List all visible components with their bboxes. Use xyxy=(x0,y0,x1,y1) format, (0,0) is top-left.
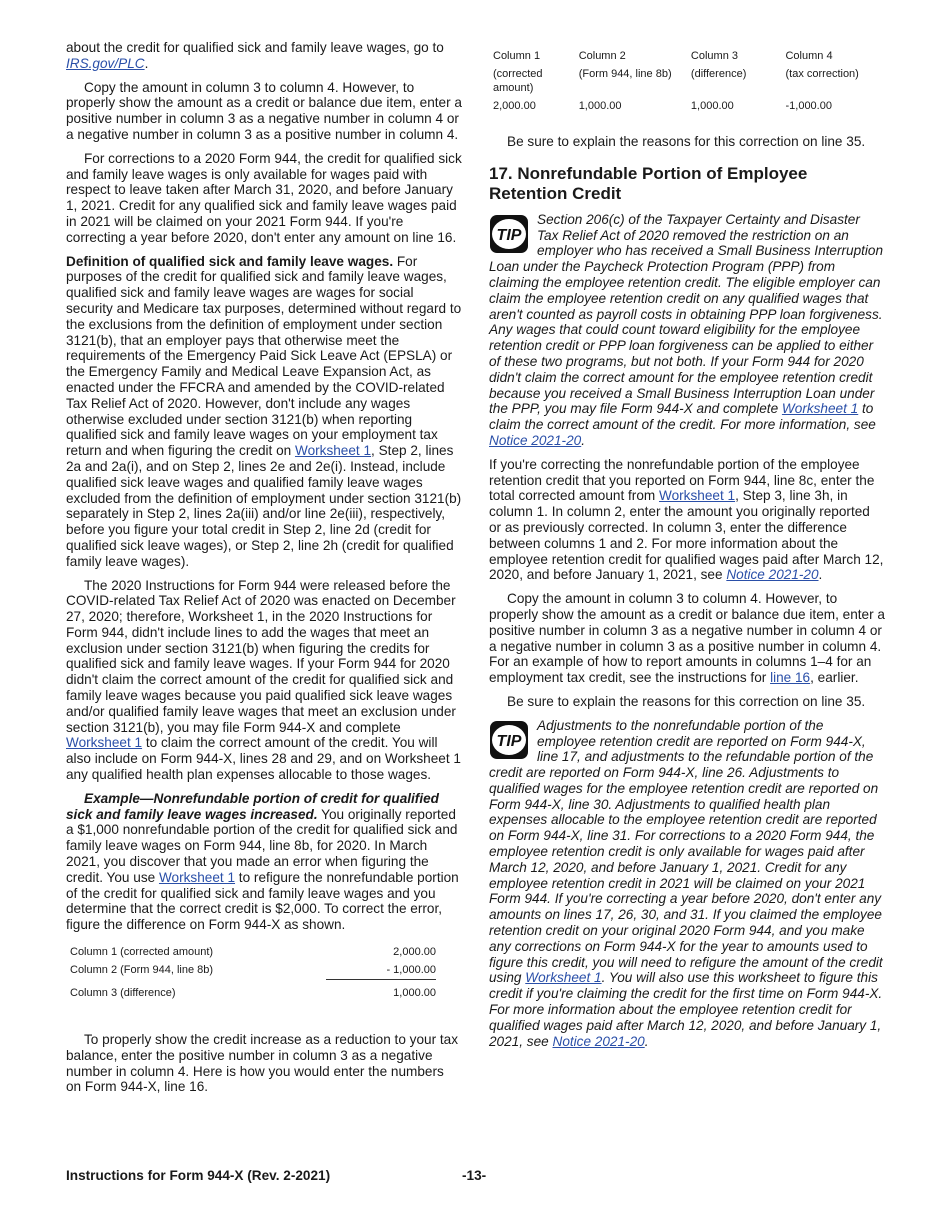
paragraph-nonrefundable: If you're correcting the nonrefundable portion of the employee retention credit that you reported on Form 944, line 8c, enter the total corrected amount from Worksheet 1, Step 3, line 3h, in column 1. In column 2, enter the amount you originally reported or as previously corrected. In column 3, enter the difference between columns 1 and 2. For more information about the employee retention credit for qualified wages paid after March 12, 2020, and before January 1, 2021, see Notice 2021-20. xyxy=(489,456,884,583)
table-header-row: Column 1 Column 2 Column 3 Column 4 xyxy=(493,50,833,62)
worksheet-1-link[interactable]: Worksheet 1 xyxy=(294,443,372,459)
notice-2021-20-link[interactable]: Notice 2021-20 xyxy=(489,432,582,448)
notice-2021-20-link[interactable]: Notice 2021-20 xyxy=(726,567,819,583)
explain-reasons-note: Be sure to explain the reasons for this correction on line 35. xyxy=(507,134,866,149)
paragraph-copy-amount-right: Copy the amount in column 3 to column 4. However, to properly show the amount as a credit or balance due item, enter a positive number in column 3 as a negative number in column 4 or a negative number in column 3 as a positive number in column 4. For an example of how to report amounts in columns 1–4 for an employment tax credit, see the instructions for line 16, earlier. xyxy=(489,591,885,686)
irs-plc-link[interactable]: IRS.gov/PLC xyxy=(66,55,145,71)
example-table xyxy=(70,943,436,1002)
paragraph-definition: Definition of qualified sick and family leave wages. For purposes of the credit for qualified sick and family leave wages, qualified sick and family leave wages are wages for social security and Medicare tax purposes, determined without regard to the exclusions from the definition of employment under section 3121(b), that an employer pays that otherwise meet the requirements of the Emergency Paid Sick Leave Act (EPSLA) or the Emergency Family and Medical Leave Expansion Act, as enacted under the FFCRA and amended by the COVID-related Tax Relief Act of 2020. However, don't include any wages otherwise excluded under section 3121(b) when reporting qualified sick and family leave wages on your employment tax return and when figuring the credit on Worksheet 1, Step 2, lines 2a and 2a(i), and on Step 2, lines 2e and 2e(i). Instead, include qualified sick leave wages and qualified family leave wages excluded from the definition of employment under section 3121(b) separately in Step 2, lines 2a(iii) and/or line 2e(iii), respectively, before you figure your total credit in Step 2, line 2d (credit for qualified sick leave wages), or Step 2, line 2h (credit for qualified family leave wages). xyxy=(66,253,462,569)
tip-icon xyxy=(489,720,529,760)
table-subheader-row: (corrected amount) (Form 944, line 8b) (difference) (tax correction) xyxy=(493,68,859,94)
example-heading: Example—Nonrefundable portion of credit for qualified sick and family leave wages increased. xyxy=(66,790,439,822)
paragraph-credit-increase: To properly show the credit increase as a reduction to your tax balance, enter the positive number in column 3 as a negative number in column 4. Here is how you would enter the numbers on Form 944-X, line 16. xyxy=(66,1032,459,1095)
table-row: Column 1 (corrected amount) 2,000.00 xyxy=(70,946,436,959)
table-row: 2,000.00 1,000.00 1,000.00 -1,000.00 xyxy=(493,100,832,112)
paragraph-copy-amount: Copy the amount in column 3 to column 4. However, to properly show the amount as a credit or balance due item, enter a positive number in column 3 as a negative number in column 4 or a negative number in column 3 as a positive number in column 4. xyxy=(66,79,462,142)
paragraph-2020-instructions: The 2020 Instructions for Form 944 were released before the COVID-related Tax Relief Act of 2020 was enacted on December 27, 2020; therefore, Worksheet 1, in the 2020 Instructions for Form 944, didn't include lines to add the wages that meet an exclusion under section 3121(b) when figuring the credits for qualified sick and family leave wages. If your Form 944 for 2020 didn't claim the correct amount of the credit for qualified sick and family leave wages because you paid qualified sick leave wages and/or qualified family leave wages that meet an exclusion under section 3121(b), you may file Form 944-X and complete Worksheet 1 to claim the correct amount of the credit. You will also include on Form 944-X, lines 28 and 29, and on Worksheet 1 any qualified health plan expenses allocable to those wages. xyxy=(66,577,461,783)
explain-reasons-note: Be sure to explain the reasons for this correction on line 35. xyxy=(507,693,866,709)
right-column xyxy=(489,40,885,1057)
tip-icon xyxy=(489,214,529,254)
svg-text:TIP: TIP xyxy=(496,732,522,750)
svg-text:TIP: TIP xyxy=(496,226,522,244)
definition-heading: Definition of qualified sick and family leave wages. xyxy=(66,253,394,269)
paragraph-2020-corrections: For corrections to a 2020 Form 944, the credit for qualified sick and family leave wages is only available for wages paid with respect to leave taken after March 31, 2020, and before January 1, 2021. Credit for any qualified sick and family leave wages paid in 2021 will be claimed on your 2021 Form 944. If you're correcting a year before 2020, don't enter any amount on line 16. xyxy=(66,150,462,245)
table-row: Column 3 (difference) 1,000.00 xyxy=(70,986,436,1000)
column-grid-table xyxy=(493,48,885,116)
worksheet-1-link[interactable]: Worksheet 1 xyxy=(659,488,736,504)
left-column xyxy=(66,40,462,1103)
section-heading: 17. Nonrefundable Portion of Employee Retention Credit xyxy=(489,163,808,203)
tip-box: TIP Adjustments to the nonrefundable portion of the employee retention credit are reported on Form 944-X, line 17, and adjustments to the refundable portion of the credit are reported on Form 944-X, line 26. Adjustments to qualified wages for the employee retention credit are reported on Form 944-X, line 30. Adjustments to qualified health plan expenses allocable to the employee retention credit are reported on Form 944-X, line 31. For corrections to a 2020 Form 944, the employee retention credit is only available for wages paid after March 12, 2020, and before January 1, 2021. Credit for any employee retention credit in 2021 will be claimed on your 2021 Form 944. If you're correcting a year before 2020, don't enter any amounts on lines 17, 26, 30, and 31. If you claimed the employee retention credit on your original 2020 Form 944, and you make any corrections on Form 944-X for the year to amounts used to figure this credit, you will need to refigure the amount of the credit using Worksheet 1. You will also use this worksheet to figure this credit if you're claiming the credit for the first time on Form 944-X. For more information about the employee retention credit for qualified wages paid after March 12, 2020, and before January 1, 2021, see Notice 2021-20. xyxy=(489,717,883,1049)
line-16-link[interactable]: line 16 xyxy=(770,670,811,686)
worksheet-1-link[interactable]: Worksheet 1 xyxy=(525,970,602,986)
notice-2021-20-link[interactable]: Notice 2021-20 xyxy=(552,1033,645,1049)
worksheet-1-link[interactable]: Worksheet 1 xyxy=(66,735,143,751)
tip-box: TIP Section 206(c) of the Taxpayer Certainty and Disaster Tax Relief Act of 2020 removed the restriction on an employer who has received a Small Business Interruption Loan under the Paycheck Protection Program (PPP) from claiming the employee retention credit. The eligible employer can claim the employee retention credit on any qualified wages that aren't counted as payroll costs in obtaining PPP loan forgiveness. Any wages that could count toward eligibility for the employee retention credit or PPP loan forgiveness can be applied to either of these two programs, but not both. If your Form 944 for 2020 didn't claim the correct amount for the employee retention credit because you received a Small Business Interruption Loan under the PPP, you may file Form 944-X and complete Worksheet 1 to claim the correct amount of the credit. For more information, see Notice 2021-20. xyxy=(489,211,884,448)
page-number: -13- xyxy=(462,1168,487,1183)
table-row: Column 2 (Form 944, line 8b) - 1,000.00 xyxy=(70,961,436,980)
paragraph-example: Example—Nonrefundable portion of credit for qualified sick and family leave wages increased. You originally reported a $1,000 nonrefundable portion of the credit for qualified sick and family leave wages on Form 944, line 8b, for 2020. In March 2021, you discover that you made an error when figuring the credit. You use Worksheet 1 to refigure the nonrefundable portion of the credit for qualified sick and family leave wages and you determine that the correct credit is $2,000. To correct the error, figure the difference on Form 944-X as shown. xyxy=(66,790,459,933)
footer-title: Instructions for Form 944-X (Rev. 2-2021) xyxy=(66,1168,331,1183)
paragraph-plc: about the credit for qualified sick and family leave wages, go to IRS.gov/PLC. xyxy=(66,40,444,71)
worksheet-1-link[interactable]: Worksheet 1 xyxy=(158,869,236,885)
worksheet-1-link[interactable]: Worksheet 1 xyxy=(781,401,859,417)
